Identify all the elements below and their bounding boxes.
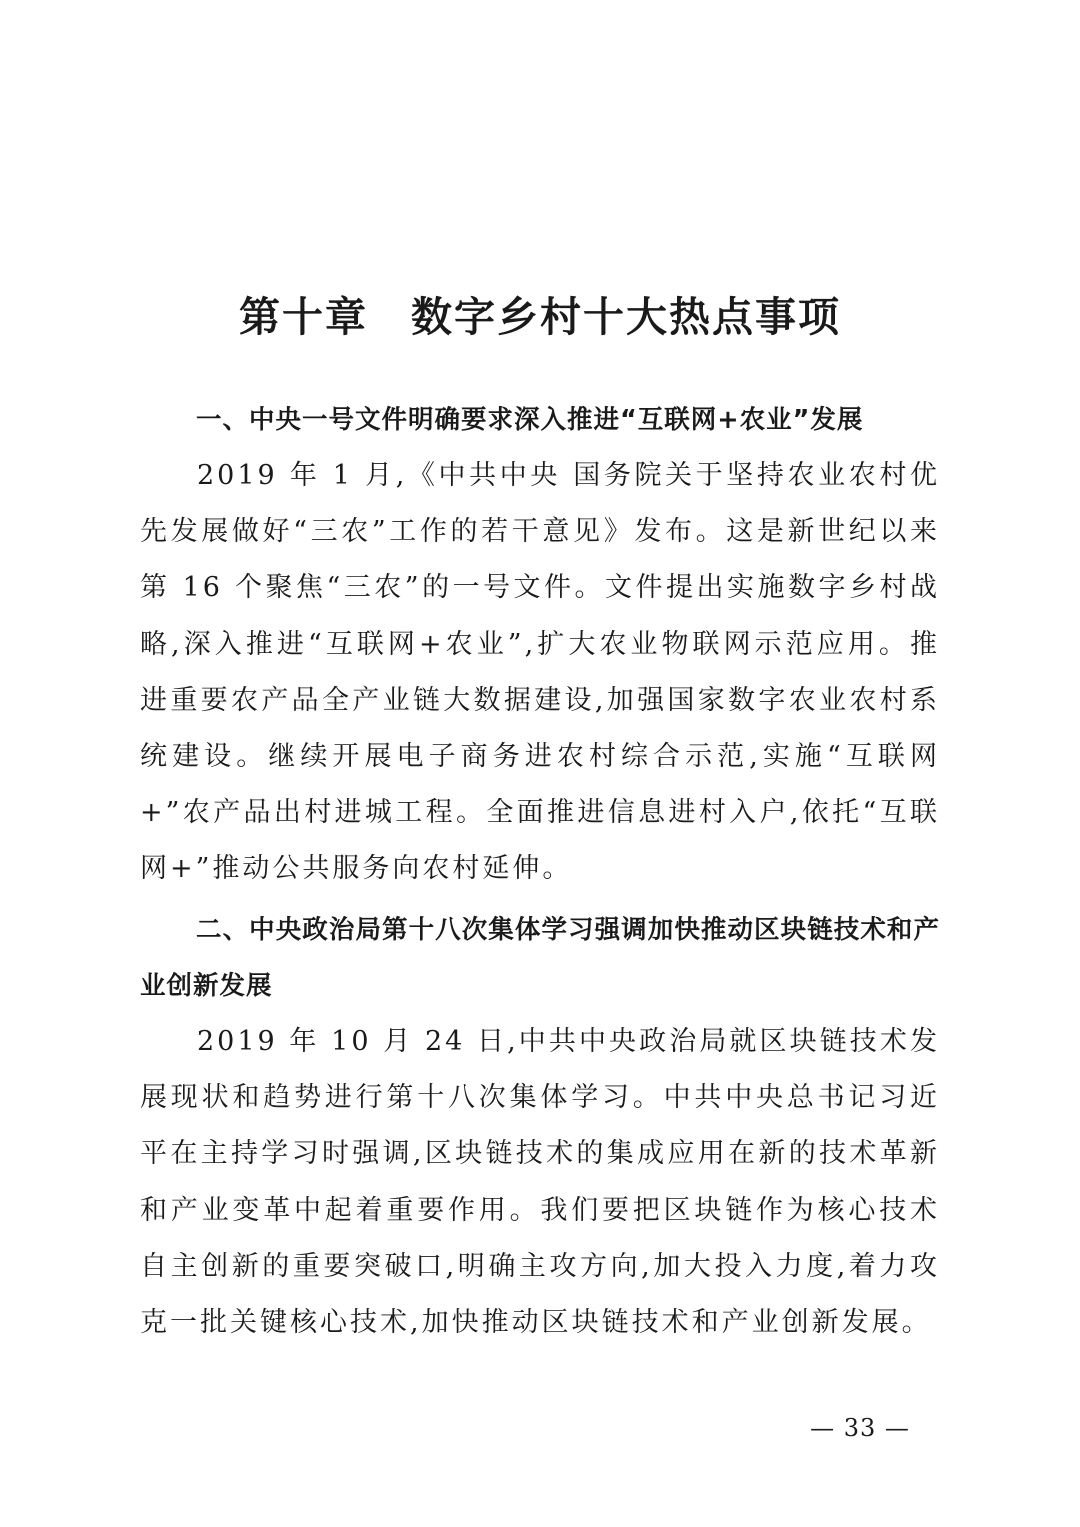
section-1-body: 2019 年 1 月,《中共中央 国务院关于坚持农业农村优先发展做好“三农”工作的若干意见》发布。这是新世纪以来第 16 个聚焦“三农”的一号文件。文件提出实施数字乡村战略,深入推进“互联网+农业”,扩大农业物联网示范应用。推进重要农产品全产业链大数据建设,加强国家数字农业农村系统建设。继续开展电子商务进农村综合示范,实施“互联网+”农产品出村进城工程。全面推进信息进村入户,依托“互联网+”推动公共服务向农村延伸。 <box>140 460 940 885</box>
page-number: — 33 — <box>810 1414 910 1442</box>
section-1-heading: 一、中央一号文件明确要求深入推进“互联网+农业”发展 <box>196 405 864 435</box>
chapter-title: 第十章 数字乡村十大热点事项 <box>239 293 841 341</box>
section-2-heading: 二、中央政治局第十八次集体学习强调加快推动区块链技术和产业创新发展 <box>140 915 940 1001</box>
section-2-body: 2019 年 10 月 24 日,中共中央政治局就区块链技术发展现状和趋势进行第十八次集体学习。中共中央总书记习近平在主持学习时强调,区块链技术的集成应用在新的技术革新和产业变革中起着重要作用。我们要把区块链作为核心技术自主创新的重要突破口,明确主攻方向,加大投入力度,着力攻克一批关键核心技术,加快推动区块链技术和产业创新发展。 <box>140 1026 940 1339</box>
